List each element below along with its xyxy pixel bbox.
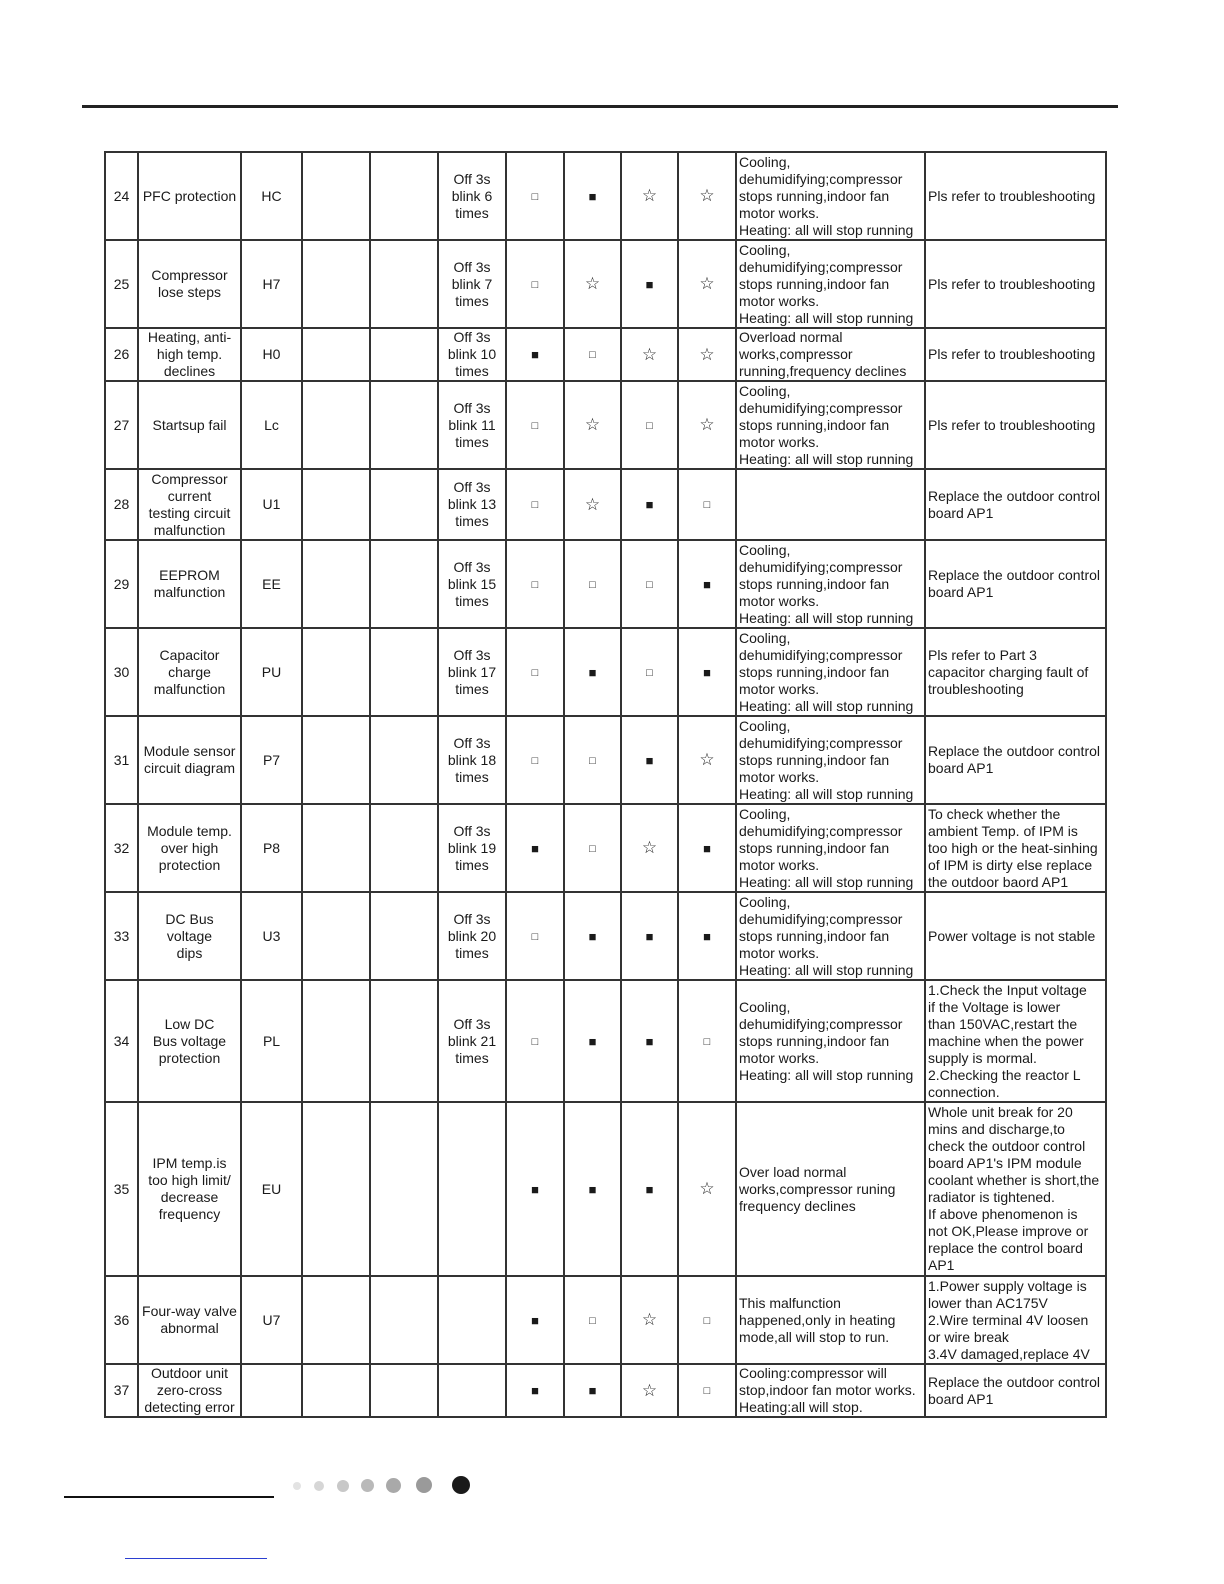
- empty-cell: [302, 1276, 370, 1364]
- unit-status: Cooling, dehumidifying;compressor stops running,indoor fan motor works. Heating: all will stop running: [736, 716, 925, 804]
- handling-method: Whole unit break for 20 mins and discharge,to check the outdoor control board AP1's IPM module coolant whether is short,the radiator is tightened. If above phenomenon is not OK,Please improve or replace the control board AP1: [925, 1102, 1106, 1276]
- led-indicator-cell: [506, 381, 564, 469]
- handling-method: Power voltage is not stable: [925, 892, 1106, 980]
- handling-method: Pls refer to troubleshooting: [925, 240, 1106, 328]
- led-indicator-cell: [506, 328, 564, 381]
- led-indicator-cell: [506, 804, 564, 892]
- led-indicator-cell: [564, 628, 621, 716]
- malfunction-name: DC Bus voltage dips: [138, 892, 241, 980]
- malfunction-name: IPM temp.is too high limit/ decrease frequency: [138, 1102, 241, 1276]
- led-off-icon: □: [589, 349, 596, 361]
- led-off-icon: □: [531, 278, 539, 291]
- error-code: [241, 1364, 302, 1417]
- unit-status: Overload normal works,compressor running,frequency declines: [736, 328, 925, 381]
- led-indicator-cell: [506, 240, 564, 328]
- error-code: HC: [241, 152, 302, 240]
- progress-dot: [337, 1480, 349, 1492]
- led-blink-icon: ☆: [699, 415, 715, 434]
- led-indicator-cell: [621, 540, 678, 628]
- led-indicator-cell: [621, 381, 678, 469]
- led-on-icon: ■: [645, 497, 654, 512]
- blink-pattern: [438, 1276, 506, 1364]
- blink-pattern: Off 3s blink 6 times: [438, 152, 506, 240]
- led-on-icon: ■: [531, 840, 539, 856]
- led-indicator-cell: [621, 152, 678, 240]
- blink-pattern: Off 3s blink 20 times: [438, 892, 506, 980]
- led-indicator-cell: [621, 1102, 678, 1276]
- table-row: [105, 1276, 1106, 1364]
- table-row: [105, 381, 1106, 469]
- row-number: 36: [105, 1276, 138, 1364]
- led-indicator-cell: [678, 716, 736, 804]
- blink-pattern: [438, 1364, 506, 1417]
- error-code: U3: [241, 892, 302, 980]
- led-indicator-cell: [506, 892, 564, 980]
- led-on-icon: ■: [645, 1033, 654, 1049]
- led-indicator-cell: [678, 628, 736, 716]
- led-off-icon: □: [531, 578, 539, 591]
- handling-method: Pls refer to troubleshooting: [925, 328, 1106, 381]
- led-indicator-cell: [564, 716, 621, 804]
- empty-cell: [302, 980, 370, 1102]
- empty-cell: [370, 716, 438, 804]
- led-off-icon: □: [703, 1314, 711, 1327]
- led-indicator-cell: [506, 540, 564, 628]
- error-code: U1: [241, 469, 302, 540]
- row-number: 37: [105, 1364, 138, 1417]
- progress-dot-current: [452, 1476, 470, 1494]
- blink-pattern: Off 3s blink 15 times: [438, 540, 506, 628]
- led-indicator-cell: [506, 1276, 564, 1364]
- handling-method: Replace the outdoor control board AP1: [925, 540, 1106, 628]
- empty-cell: [302, 240, 370, 328]
- led-indicator-cell: [678, 152, 736, 240]
- error-code: U7: [241, 1276, 302, 1364]
- blink-pattern: Off 3s blink 21 times: [438, 980, 506, 1102]
- led-on-icon: ■: [531, 1181, 539, 1197]
- empty-cell: [302, 469, 370, 540]
- handling-method: Pls refer to troubleshooting: [925, 381, 1106, 469]
- row-number: 28: [105, 469, 138, 540]
- led-off-icon: □: [531, 190, 539, 203]
- led-blink-icon: ☆: [641, 838, 658, 857]
- led-indicator-cell: [506, 469, 564, 540]
- led-on-icon: ■: [588, 664, 597, 680]
- led-on-icon: ■: [703, 928, 711, 944]
- led-indicator-cell: [564, 1102, 621, 1276]
- handling-method: 1.Check the Input voltage if the Voltage is lower than 150VAC,restart the machine when the power supply is mormal. 2.Checking the reactor L connection.: [925, 980, 1106, 1102]
- error-code: Lc: [241, 381, 302, 469]
- led-off-icon: □: [531, 499, 539, 511]
- handling-method: 1.Power supply voltage is lower than AC175V 2.Wire terminal 4V loosen or wire break 3.4V damaged,replace 4V: [925, 1276, 1106, 1364]
- unit-status: Cooling, dehumidifying;compressor stops running,indoor fan motor works. Heating: all will stop running: [736, 381, 925, 469]
- led-indicator-cell: [621, 1364, 678, 1417]
- led-indicator-cell: [564, 469, 621, 540]
- led-off-icon: □: [589, 754, 596, 767]
- led-off-icon: □: [531, 930, 539, 943]
- blink-pattern: Off 3s blink 19 times: [438, 804, 506, 892]
- table-row: [105, 892, 1106, 980]
- row-number: 35: [105, 1102, 138, 1276]
- led-indicator-cell: [621, 628, 678, 716]
- empty-cell: [370, 980, 438, 1102]
- led-indicator-cell: [678, 804, 736, 892]
- led-indicator-cell: [564, 1276, 621, 1364]
- led-blink-icon: ☆: [699, 1179, 715, 1198]
- empty-cell: [302, 892, 370, 980]
- table-row: [105, 980, 1106, 1102]
- row-number: 29: [105, 540, 138, 628]
- led-indicator-cell: [506, 716, 564, 804]
- row-number: 27: [105, 381, 138, 469]
- led-on-icon: ■: [703, 840, 711, 856]
- led-indicator-cell: [621, 716, 678, 804]
- empty-cell: [370, 1102, 438, 1276]
- empty-cell: [370, 1364, 438, 1417]
- blink-pattern: Off 3s blink 18 times: [438, 716, 506, 804]
- led-blink-icon: ☆: [699, 750, 715, 769]
- table-row: [105, 804, 1106, 892]
- led-indicator-cell: [678, 980, 736, 1102]
- led-on-icon: ■: [588, 1383, 597, 1398]
- handling-method: To check whether the ambient Temp. of IPM is too high or the heat-sinhing of IPM is dirty else replace the outdoor baord AP1: [925, 804, 1106, 892]
- led-indicator-cell: [506, 628, 564, 716]
- footer-link-rule: [125, 1558, 267, 1559]
- error-code-table: [104, 151, 1107, 1418]
- progress-dot: [386, 1478, 401, 1493]
- empty-cell: [302, 1364, 370, 1417]
- led-indicator-cell: [678, 1364, 736, 1417]
- led-blink-icon: ☆: [584, 415, 601, 434]
- led-indicator-cell: [678, 240, 736, 328]
- led-indicator-cell: [564, 980, 621, 1102]
- unit-status: Cooling, dehumidifying;compressor stops running,indoor fan motor works. Heating: all will stop running: [736, 980, 925, 1102]
- malfunction-name: Compressor current testing circuit malfunction: [138, 469, 241, 540]
- unit-status: Cooling, dehumidifying;compressor stops running,indoor fan motor works. Heating: all will stop running: [736, 152, 925, 240]
- table-row: [105, 469, 1106, 540]
- led-indicator-cell: [564, 1364, 621, 1417]
- table-row: [105, 540, 1106, 628]
- error-code: EU: [241, 1102, 302, 1276]
- led-indicator-cell: [621, 804, 678, 892]
- table-row: [105, 152, 1106, 240]
- led-on-icon: ■: [588, 928, 597, 944]
- led-off-icon: □: [589, 842, 596, 855]
- led-blink-icon: ☆: [699, 274, 715, 293]
- led-off-icon: □: [703, 1035, 711, 1048]
- malfunction-name: Module temp. over high protection: [138, 804, 241, 892]
- handling-method: Replace the outdoor control board AP1: [925, 1364, 1106, 1417]
- footer-rule: [64, 1496, 274, 1498]
- error-code: P7: [241, 716, 302, 804]
- progress-dot: [416, 1477, 432, 1493]
- led-off-icon: □: [531, 666, 539, 679]
- led-on-icon: ■: [588, 188, 597, 204]
- led-indicator-cell: [564, 328, 621, 381]
- led-off-icon: □: [531, 754, 539, 767]
- empty-cell: [370, 381, 438, 469]
- malfunction-name: EEPROM malfunction: [138, 540, 241, 628]
- led-indicator-cell: [621, 1276, 678, 1364]
- led-indicator-cell: [506, 1102, 564, 1276]
- row-number: 24: [105, 152, 138, 240]
- led-indicator-cell: [564, 152, 621, 240]
- led-indicator-cell: [506, 1364, 564, 1417]
- malfunction-name: Outdoor unit zero-cross detecting error: [138, 1364, 241, 1417]
- empty-cell: [370, 804, 438, 892]
- led-indicator-cell: [678, 892, 736, 980]
- unit-status: Cooling:compressor will stop,indoor fan motor works. Heating:all will stop.: [736, 1364, 925, 1417]
- led-off-icon: □: [589, 1314, 596, 1327]
- led-indicator-cell: [621, 328, 678, 381]
- led-blink-icon: ☆: [699, 344, 715, 364]
- led-blink-icon: ☆: [584, 494, 601, 514]
- table-row: [105, 240, 1106, 328]
- malfunction-name: Module sensor circuit diagram: [138, 716, 241, 804]
- table-row: [105, 716, 1106, 804]
- malfunction-name: Capacitor charge malfunction: [138, 628, 241, 716]
- unit-status: Cooling, dehumidifying;compressor stops running,indoor fan motor works. Heating: all will stop running: [736, 804, 925, 892]
- led-on-icon: ■: [531, 1383, 539, 1398]
- empty-cell: [370, 240, 438, 328]
- led-off-icon: □: [531, 1035, 539, 1048]
- led-indicator-cell: [678, 1276, 736, 1364]
- led-indicator-cell: [564, 892, 621, 980]
- error-code: H7: [241, 240, 302, 328]
- malfunction-name: Startsup fail: [138, 381, 241, 469]
- error-code: PU: [241, 628, 302, 716]
- led-indicator-cell: [621, 240, 678, 328]
- unit-status: This malfunction happened,only in heating mode,all will stop to run.: [736, 1276, 925, 1364]
- blink-pattern: Off 3s blink 17 times: [438, 628, 506, 716]
- progress-dot: [293, 1482, 301, 1490]
- table-body: [105, 152, 1106, 1417]
- led-blink-icon: ☆: [699, 186, 715, 205]
- progress-dot: [361, 1479, 374, 1492]
- error-code: EE: [241, 540, 302, 628]
- row-number: 32: [105, 804, 138, 892]
- led-off-icon: □: [646, 419, 653, 432]
- malfunction-name: Low DC Bus voltage protection: [138, 980, 241, 1102]
- empty-cell: [302, 381, 370, 469]
- handling-method: Pls refer to troubleshooting: [925, 152, 1106, 240]
- page-progress-dots: [290, 1475, 480, 1497]
- led-on-icon: ■: [645, 1181, 654, 1197]
- error-code: P8: [241, 804, 302, 892]
- malfunction-name: Four-way valve abnormal: [138, 1276, 241, 1364]
- led-indicator-cell: [564, 540, 621, 628]
- unit-status: Cooling, dehumidifying;compressor stops running,indoor fan motor works. Heating: all will stop running: [736, 628, 925, 716]
- led-indicator-cell: [678, 328, 736, 381]
- led-on-icon: ■: [531, 1312, 539, 1328]
- led-on-icon: ■: [703, 664, 711, 680]
- empty-cell: [370, 628, 438, 716]
- row-number: 31: [105, 716, 138, 804]
- led-blink-icon: ☆: [584, 274, 601, 293]
- led-indicator-cell: [678, 381, 736, 469]
- led-indicator-cell: [506, 152, 564, 240]
- led-blink-icon: ☆: [641, 344, 658, 364]
- led-indicator-cell: [621, 980, 678, 1102]
- blink-pattern: Off 3s blink 11 times: [438, 381, 506, 469]
- led-off-icon: □: [646, 666, 653, 679]
- led-indicator-cell: [564, 804, 621, 892]
- error-code: H0: [241, 328, 302, 381]
- led-on-icon: ■: [645, 276, 654, 292]
- table-row: [105, 1102, 1106, 1276]
- empty-cell: [302, 328, 370, 381]
- row-number: 25: [105, 240, 138, 328]
- led-indicator-cell: [506, 980, 564, 1102]
- unit-status: Cooling, dehumidifying;compressor stops running,indoor fan motor works. Heating: all will stop running: [736, 892, 925, 980]
- handling-method: Replace the outdoor control board AP1: [925, 469, 1106, 540]
- blink-pattern: Off 3s blink 13 times: [438, 469, 506, 540]
- blink-pattern: Off 3s blink 7 times: [438, 240, 506, 328]
- led-blink-icon: ☆: [641, 186, 658, 205]
- led-off-icon: □: [703, 499, 711, 511]
- empty-cell: [370, 152, 438, 240]
- led-on-icon: ■: [645, 752, 654, 768]
- unit-status: Cooling, dehumidifying;compressor stops running,indoor fan motor works. Heating: all will stop running: [736, 540, 925, 628]
- row-number: 33: [105, 892, 138, 980]
- empty-cell: [302, 804, 370, 892]
- led-off-icon: □: [589, 578, 596, 591]
- led-blink-icon: ☆: [641, 1310, 658, 1329]
- progress-dot: [314, 1481, 324, 1491]
- led-indicator-cell: [564, 381, 621, 469]
- handling-method: Pls refer to Part 3 capacitor charging fault of troubleshooting: [925, 628, 1106, 716]
- led-on-icon: ■: [588, 1181, 597, 1197]
- handling-method: Replace the outdoor control board AP1: [925, 716, 1106, 804]
- led-indicator-cell: [678, 1102, 736, 1276]
- led-indicator-cell: [678, 540, 736, 628]
- empty-cell: [370, 892, 438, 980]
- unit-status: Over load normal works,compressor runing frequency declines: [736, 1102, 925, 1276]
- led-indicator-cell: [621, 469, 678, 540]
- led-off-icon: □: [646, 578, 653, 591]
- empty-cell: [370, 328, 438, 381]
- led-indicator-cell: [621, 892, 678, 980]
- header-rule: [82, 105, 1118, 108]
- empty-cell: [302, 716, 370, 804]
- error-code: PL: [241, 980, 302, 1102]
- unit-status: [736, 469, 925, 540]
- blink-pattern: [438, 1102, 506, 1276]
- row-number: 30: [105, 628, 138, 716]
- empty-cell: [302, 540, 370, 628]
- empty-cell: [302, 1102, 370, 1276]
- led-blink-icon: ☆: [641, 1380, 658, 1400]
- led-on-icon: ■: [588, 1033, 597, 1049]
- led-on-icon: ■: [703, 576, 711, 592]
- row-number: 34: [105, 980, 138, 1102]
- malfunction-name: Compressor lose steps: [138, 240, 241, 328]
- led-on-icon: ■: [645, 928, 654, 944]
- row-number: 26: [105, 328, 138, 381]
- table-row: [105, 328, 1106, 381]
- empty-cell: [370, 469, 438, 540]
- empty-cell: [302, 628, 370, 716]
- led-indicator-cell: [678, 469, 736, 540]
- blink-pattern: Off 3s blink 10 times: [438, 328, 506, 381]
- malfunction-name: PFC protection: [138, 152, 241, 240]
- led-indicator-cell: [564, 240, 621, 328]
- led-on-icon: ■: [531, 347, 539, 362]
- table-row: [105, 1364, 1106, 1417]
- unit-status: Cooling, dehumidifying;compressor stops running,indoor fan motor works. Heating: all will stop running: [736, 240, 925, 328]
- led-off-icon: □: [703, 1385, 711, 1397]
- table-row: [105, 628, 1106, 716]
- malfunction-name: Heating, anti- high temp. declines: [138, 328, 241, 381]
- empty-cell: [370, 540, 438, 628]
- empty-cell: [370, 1276, 438, 1364]
- empty-cell: [302, 152, 370, 240]
- led-off-icon: □: [531, 419, 539, 432]
